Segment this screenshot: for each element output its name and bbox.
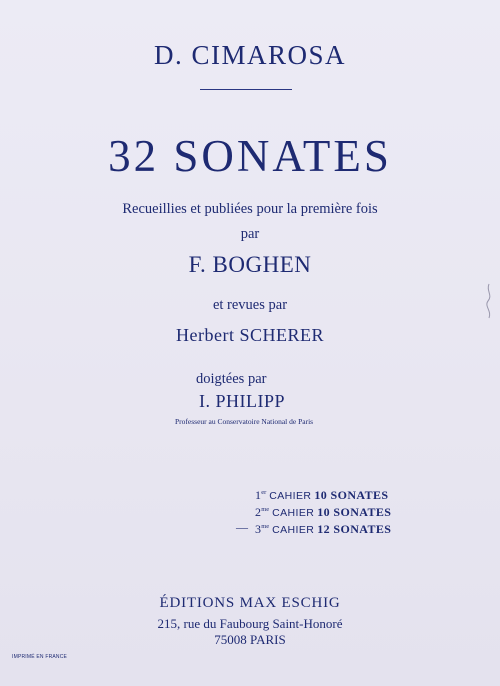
page-edge-mark [482,283,496,319]
editor-name: F. BOGHEN [188,252,312,277]
volume-sonata-count: 12 SONATES [317,522,392,536]
publisher-address: 215, rue du Faubourg Saint-Honoré [157,616,343,631]
volume-ordinal: me [261,506,270,513]
volume-item [255,486,391,503]
volume-cahier-label: CAHIER [269,490,312,502]
volume-sonata-count: 10 SONATES [317,505,392,519]
composer-name: D. CIMAROSA [153,40,347,70]
fingering-label: doigtées par [196,371,267,387]
revised-by-label: et revues par [212,297,288,313]
imprint-notice: IMPRIMÉ EN FRANCE [12,654,68,660]
volume-number: 3 [255,522,262,536]
volume-ordinal: me [261,523,270,530]
fingering-author: I. PHILIPP [199,391,286,411]
work-subtitle: Recueillies et publiées pour la première fois [122,201,378,217]
volume-number: 1 [255,488,262,502]
volume-number: 2 [255,505,262,519]
volume-item [255,503,391,520]
volume-ordinal: er [261,489,267,496]
volume-item-selected [236,520,392,537]
selected-volume-marker: — [236,520,248,534]
fingering-author-title: Professeur au Conservatoire National de Paris [175,417,314,426]
volume-cahier-label: CAHIER [272,524,315,536]
volume-cahier-label: CAHIER [272,507,315,519]
volume-list [236,486,392,537]
publisher-city: 75008 PARIS [214,632,286,647]
by-label: par [240,226,260,242]
title-divider [200,89,292,90]
volume-sonata-count: 10 SONATES [314,488,389,502]
publisher-name: ÉDITIONS MAX ESCHIG [159,595,341,611]
reviser-name: Herbert SCHERER [176,325,324,345]
work-title: 32 SONATES [108,131,392,181]
